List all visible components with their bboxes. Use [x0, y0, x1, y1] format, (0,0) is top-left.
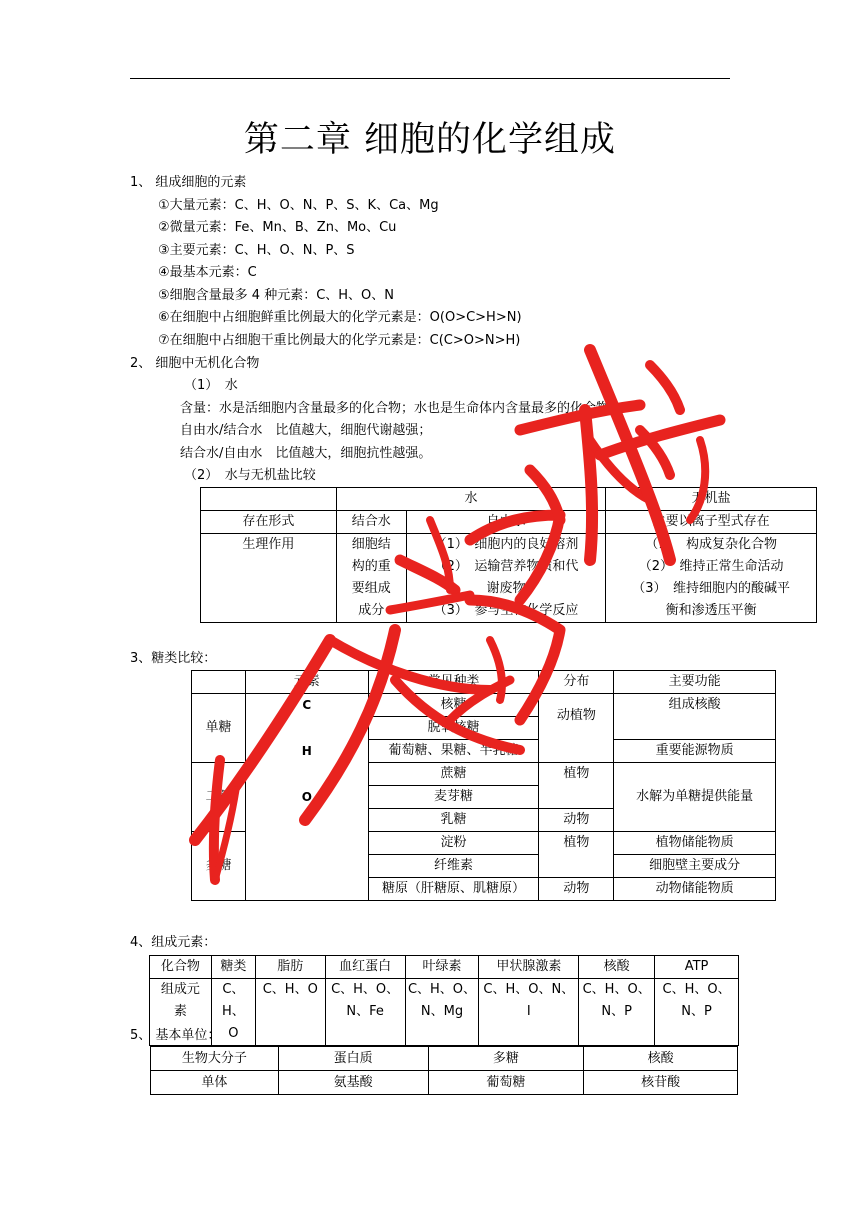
spacer	[248, 763, 366, 786]
table-cell: 组成核酸	[614, 694, 776, 740]
cell-line: 衡和渗透压平衡	[665, 603, 757, 618]
table-cell: 核糖	[368, 694, 539, 717]
table-cell	[606, 534, 817, 623]
table-header: 生物大分子	[151, 1047, 279, 1071]
table-cell: 糖原（肝糖原、肌糖原）	[368, 878, 539, 901]
table-header: 化合物	[150, 956, 212, 979]
cell-line: N、Mg	[420, 1004, 464, 1019]
table-header: 脂肪	[255, 956, 325, 979]
cell-line: C、H、	[221, 982, 245, 1019]
element-line: ④最基本元素：C	[158, 265, 257, 280]
element-letter: C	[302, 698, 312, 712]
table-header: 常见种类	[368, 671, 539, 694]
cell-line: 素	[173, 1004, 187, 1019]
table-cell	[201, 488, 337, 511]
cell-line: C、H、O、	[582, 982, 651, 997]
table-header: 多糖	[428, 1047, 584, 1071]
spacer	[248, 717, 366, 740]
subheading-water: （1） 水	[184, 378, 238, 393]
sugar-table	[191, 670, 776, 901]
cell-line: C、H、O、N、	[483, 982, 575, 997]
table-header: 元素	[245, 671, 368, 694]
water-salt-table	[200, 487, 817, 623]
table-header: 叶绿素	[405, 956, 479, 979]
table-cell	[655, 979, 739, 1046]
table-cell	[406, 534, 606, 623]
element-line: ②微量元素：Fe、Mn、B、Zn、Mo、Cu	[158, 220, 397, 235]
table-cell: 植物	[539, 763, 614, 809]
table-cell: 存在形式	[201, 511, 337, 534]
table-header: 核酸	[584, 1047, 738, 1071]
table-cell: 氨基酸	[278, 1071, 428, 1095]
table-cell: 核苷酸	[584, 1071, 738, 1095]
table-cell: 生理作用	[201, 534, 337, 623]
text-line: 含量：水是活细胞内含量最多的化合物；水也是生命体内含量最多的化合物	[180, 401, 610, 416]
subheading-compare: （2） 水与无机盐比较	[184, 468, 316, 483]
section-2-heading: 2、 细胞中无机化合物	[130, 356, 260, 371]
element-letter: H	[301, 744, 312, 758]
table-cell: 动物	[539, 809, 614, 832]
section-1-heading: 1、 组成细胞的元素	[130, 175, 247, 190]
table-cell: 纤维素	[368, 855, 539, 878]
table-cell: 水解为单糖提供能量	[614, 763, 776, 832]
cell-line: 要组成	[351, 581, 391, 596]
table-cell: 植物	[539, 832, 614, 878]
cell-line: C、H、O	[262, 982, 318, 997]
text-line: 自由水/结合水 比值越大，细胞代谢越强；	[180, 423, 432, 438]
cell-line: 细胞结	[351, 537, 391, 552]
element-line: ⑦在细胞中占细胞干重比例最大的化学元素是：C(C>O>N>H)	[158, 333, 521, 348]
cell-line: （2） 维持正常生命活动	[638, 559, 784, 574]
header-rule	[130, 78, 730, 79]
cell-line: （1） 构成复杂化合物	[645, 537, 778, 552]
table-cell: 淀粉	[368, 832, 539, 855]
cell-line: C、H、O、	[407, 982, 477, 997]
element-letter: O	[301, 790, 312, 804]
cell-line: 构的重	[351, 559, 391, 574]
cell-line: C、H、O、	[331, 982, 400, 997]
cell-line: （3） 参与生物化学反应	[433, 603, 579, 618]
element-line: ①大量元素：C、H、O、N、P、S、K、Ca、Mg	[158, 198, 439, 213]
cell-line: （3） 维持细胞内的酸碱平	[632, 581, 791, 596]
cell-line: N、P	[601, 1004, 632, 1019]
table-header: 无机盐	[606, 488, 817, 511]
element-line: ⑤细胞含量最多 4 种元素：C、H、O、N	[158, 288, 394, 303]
cell-line: C、H、O、	[662, 982, 731, 997]
element-line: ⑥在细胞中占细胞鲜重比例最大的化学元素是：O(O>C>H>N)	[158, 310, 522, 325]
cell-line: 成分	[358, 603, 385, 618]
table-header: 分布	[539, 671, 614, 694]
cell-line: （2） 运输营养物质和代	[433, 559, 579, 574]
text-line: 结合水/自由水 比值越大，细胞抗性越强。	[180, 446, 432, 461]
table-cell	[579, 979, 655, 1046]
group-label: 多糖	[192, 832, 246, 901]
section-5-heading: 5、 基本单位：	[130, 1028, 221, 1043]
table-cell: 葡萄糖	[428, 1071, 584, 1095]
table-cell	[405, 979, 479, 1046]
cell-line: （1） 细胞内的良好溶剂	[433, 537, 579, 552]
elements-table	[149, 955, 739, 1046]
table-cell: 麦芽糖	[368, 786, 539, 809]
cell-line: N、Fe	[346, 1004, 384, 1019]
section-4-heading: 4、组成元素：	[130, 935, 217, 950]
table-cell: 脱氧核糖	[368, 717, 539, 740]
table-header: 甲状腺激素	[479, 956, 579, 979]
cell-line: 组成元	[160, 982, 200, 997]
table-cell: 蔗糖	[368, 763, 539, 786]
table-header: 主要功能	[614, 671, 776, 694]
table-cell: 动物	[539, 878, 614, 901]
table-cell: 动物储能物质	[614, 878, 776, 901]
group-label: 二糖	[192, 763, 246, 832]
table-cell	[336, 534, 406, 623]
cell-line: 谢废物	[486, 581, 526, 596]
group-label: 单糖	[192, 694, 246, 763]
table-cell: 重要能源物质	[614, 740, 776, 763]
page-title: 第二章 细胞的化学组成	[243, 120, 617, 160]
cell-line: N、P	[681, 1004, 712, 1019]
table-header: 核酸	[579, 956, 655, 979]
table-header: 蛋白质	[278, 1047, 428, 1071]
table-cell	[192, 671, 246, 694]
table-cell: 主要以离子型式存在	[606, 511, 817, 534]
table-cell	[255, 979, 325, 1046]
table-cell: 自由水	[406, 511, 606, 534]
table-cell: 葡萄糖、果糖、半乳糖	[368, 740, 539, 763]
units-table	[150, 1046, 738, 1095]
table-cell	[479, 979, 579, 1046]
table-header: 水	[336, 488, 606, 511]
table-header: 糖类	[211, 956, 255, 979]
table-header: 血红蛋白	[325, 956, 405, 979]
table-cell: 结合水	[336, 511, 406, 534]
table-cell: 动植物	[539, 694, 614, 763]
cell-line: I	[526, 1004, 531, 1019]
section-3-heading: 3、糖类比较：	[130, 651, 217, 666]
table-cell	[325, 979, 405, 1046]
table-header: ATP	[655, 956, 739, 979]
table-cell: 乳糖	[368, 809, 539, 832]
table-cell: 细胞壁主要成分	[614, 855, 776, 878]
element-line: ③主要元素：C、H、O、N、P、S	[158, 243, 355, 258]
table-cell: 植物储能物质	[614, 832, 776, 855]
elements-cell	[245, 694, 368, 901]
table-cell: 单体	[151, 1071, 279, 1095]
cell-line: O	[228, 1026, 239, 1041]
